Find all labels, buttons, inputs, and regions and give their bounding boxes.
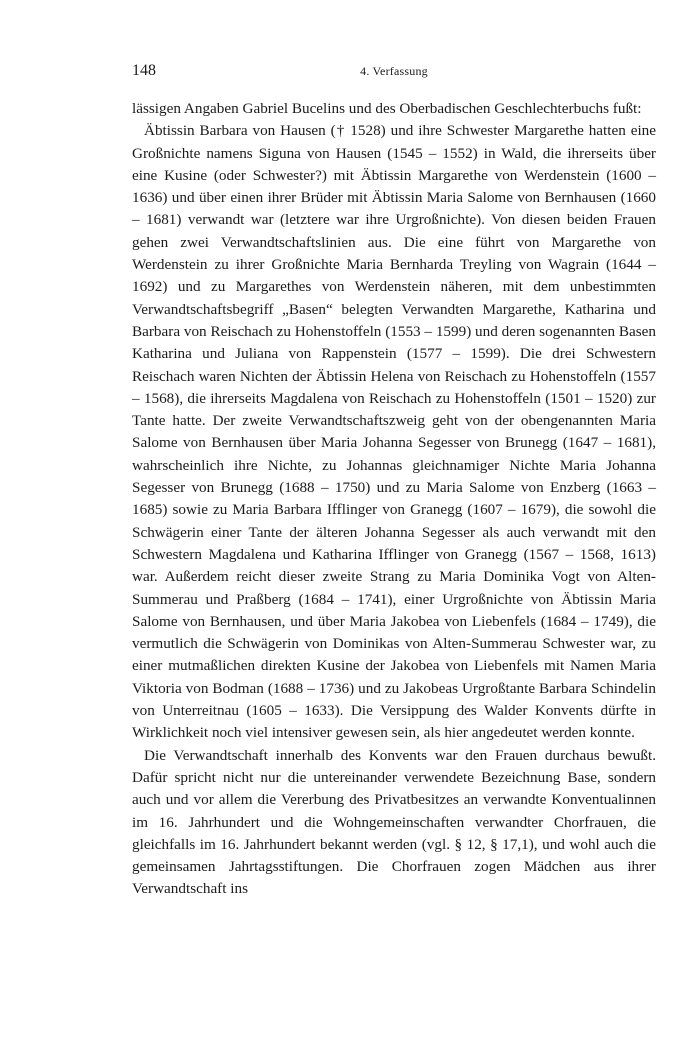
body-text [132, 98, 656, 901]
running-head: 4. Verfassung [360, 64, 428, 78]
paragraph-kinship-lines: Äbtissin Barbara von Hausen († 1528) und ihre Schwester Margarethe hatten eine Großnichte namens Siguna von Hausen (1545 – 1552) in Wald, die ihrerseits über eine Kusine (oder Schwester?) mit Äbtissin Margarethe von Werdenstein (1600 – 1636) und über einen ihrer Brüder mit Äbtissin Maria Salome von Bernhausen (1660 – 1681) verwandt war (letztere war ihre Urgroßnichte). Von diesen beiden Frauen gehen zwei Verwandtschaftslinien aus. Die eine führt von Margarethe von Werdenstein zu ihrer Großnichte Maria Bernharda Treyling von Wagrain (1644 – 1692) und zu Margarethes von Werdenstein näheren, mit dem unbestimmten Verwandtschaftsbegriff „Basen“ belegten Verwandten Margarethe, Katharina und Barbara von Reischach zu Hohenstoffeln (1553 – 1599) und deren sogenannten Basen Katharina und Juliana von Rappenstein (1577 – 1599). Die drei Schwestern Reischach waren Nichten der Äbtissin Helena von Reischach zu Hohenstoffeln (1557 – 1568), die ihrerseits Magdalena von Reischach zu Hohenstoffeln (1501 – 1520) zur Tante hatte. Der zweite Verwandtschaftszweig geht von der obengenannten Maria Salome von Bernhausen über Maria Johanna Segesser von Brunegg (1647 – 1681), wahrscheinlich ihre Nichte, zu Johannas gleichnamiger Nichte Maria Johanna Segesser von Brunegg (1688 – 1750) und zu Maria Salome von Enzberg (1663 – 1685) sowie zu Maria Barbara Ifflinger von Granegg (1607 – 1679), die sowohl die Schwägerin einer Tante der älteren Johanna Segesser als auch verwandt mit den Schwestern Magdalena und Katharina Ifflinger von Granegg (1567 – 1568, 1613) war. Außerdem reicht dieser zweite Strang zu Maria Dominika Vogt von Alten-Summerau und Praßberg (1684 – 1741), einer Urgroßnichte von Äbtissin Maria Salome von Bernhausen, und über Maria Jakobea von Liebenfels (1684 – 1749), die vermutlich die Schwägerin von Dominikas von Alten-Summerau Schwester war, zu einer mutmaßlichen direkten Kusine der Jakobea von Liebenfels mit Namen Maria Viktoria von Bodman (1688 – 1736) und zu Jakobeas Urgroßtante Barbara Schindelin von Unterreitnau (1605 – 1633). Die Versippung des Walder Konvents dürfte in Wirklichkeit noch viel intensiver gewesen sein, als hier angedeutet werden konnte. [132, 122, 656, 742]
page-number: 148 [132, 62, 156, 79]
paragraph-kinship-awareness: Die Verwandtschaft innerhalb des Konvents war den Frauen durchaus bewußt. Dafür spricht nicht nur die untereinander verwendete Bezeichnung Base, sondern auch und vor allem die Vererbung des Privatbesitzes an verwandte Konventualinnen im 16. Jahrhundert und die Wohngemeinschaften verwandter Chorfrauen, die gleichfalls im 16. Jahrhundert bekannt werden (vgl. § 12, § 17,1), und wohl auch die gemeinsamen Jahrtagsstiftungen. Die Chorfrauen zogen Mädchen aus ihrer Verwandtschaft ins [132, 746, 656, 898]
paragraph-continuation: lässigen Angaben Gabriel Bucelins und des Oberbadischen Geschlechterbuchs fußt: [132, 100, 642, 117]
page-header [132, 62, 656, 82]
